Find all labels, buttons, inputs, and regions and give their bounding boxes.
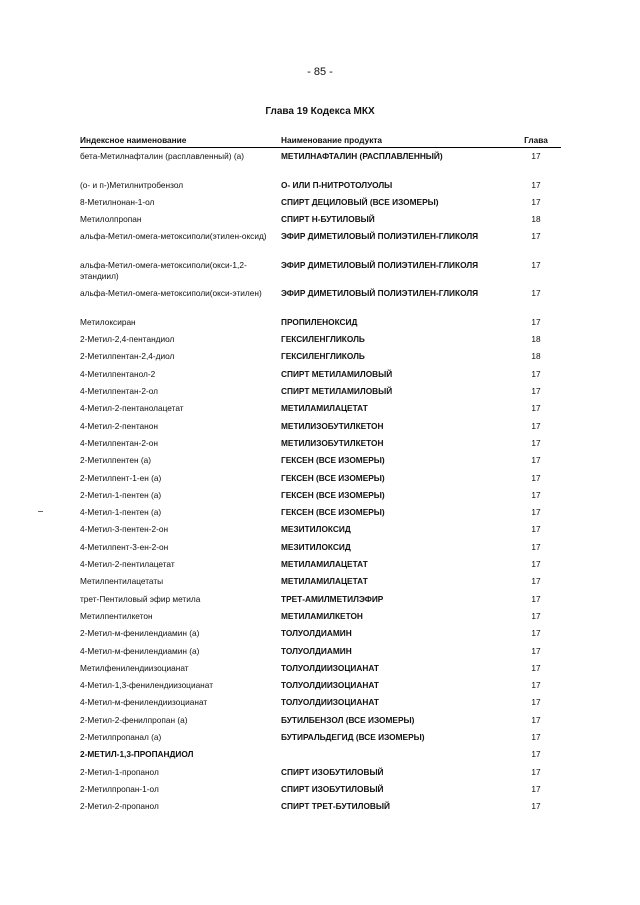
chapter-cell: 17 [531,288,541,299]
table-header [80,134,561,148]
product-cell: МЕТИЛАМИЛАЦЕТАТ [281,403,368,414]
chapter-cell: 17 [531,179,541,190]
table-row [80,591,561,608]
chapter-cell: 17 [531,662,541,673]
chapter-cell: 17 [531,259,541,270]
product-cell: БУТИРАЛЬДЕГИД (ВСЕ ИЗОМЕРЫ) [281,732,425,743]
chapter-cell: 17 [531,628,541,639]
chapter-cell: 17 [531,151,541,161]
index-cell: альфа-Метил-омега-метоксиполи(окси-1,2-этандиил) [80,259,247,281]
table-row [80,660,561,677]
product-cell: МЕТИЛАМИЛКЕТОН [281,610,363,621]
product-cell: СПИРТ Н-БУТИЛОВЫЙ [281,214,375,225]
table-row [80,694,561,711]
chapter-cell: 17 [531,732,541,743]
chapter-cell: 17 [531,420,541,431]
chapter-cell: 17 [531,645,541,656]
index-cell: 4-Метилпентан-2-он [80,437,158,448]
chapter-cell: 17 [531,403,541,414]
index-cell: бета-Метилнафталин (расплавленный) (а) [80,151,244,161]
table-row [80,504,561,521]
index-cell: Метилоксиран [80,316,136,327]
chapter-cell: 17 [531,749,541,760]
index-cell: 2-Метилпропан-1-ол [80,783,159,794]
product-cell: ГЕКСЕН (ВСЕ ИЗОМЕРЫ) [281,507,385,518]
chapter-title: Глава 19 Кодекса МКХ [265,106,375,117]
table-row [80,177,561,194]
chapter-cell: 17 [531,766,541,777]
product-cell: ТРЕТ-АМИЛМЕТИЛЭФИР [281,593,384,604]
index-cell: Метилпентилацетаты [80,576,164,587]
product-cell: МЕТИЛИЗОБУТИЛКЕТОН [281,420,384,431]
chapter-cell: 18 [531,334,541,345]
index-cell: 4-Метилпентанол-2 [80,368,156,379]
product-cell: МЕЗИТИЛОКСИД [281,541,351,552]
margin-mark [38,511,43,512]
index-cell: 2-Метил-2-пропанол [80,801,159,812]
table-row [80,331,561,348]
chapter-cell: 17 [531,196,541,207]
index-cell: 4-Метил-2-пентанолацетат [80,403,184,414]
index-cell: альфа-Метил-омега-метоксиполи(окси-этилен) [80,288,262,299]
table-row [80,400,561,417]
chapter-cell: 17 [531,697,541,708]
product-cell: ЭФИР ДИМЕТИЛОВЫЙ ПОЛИЭТИЛЕН-ГЛИКОЛЯ [281,231,479,242]
table-row [80,556,561,573]
header-product-name: Наименование продукта [281,135,383,145]
table-row [80,539,561,556]
product-cell: БУТИЛБЕНЗОЛ (ВСЕ ИЗОМЕРЫ) [281,714,415,725]
chapter-cell: 17 [531,783,541,794]
chapter-cell: 17 [531,524,541,535]
product-cell: ПРОПИЛЕНОКСИД [281,316,358,327]
table-row [80,314,561,331]
product-cell: СПИРТ ИЗОБУТИЛОВЫЙ [281,783,384,794]
page-number: - 85 - [307,66,333,78]
product-cell: ТОЛУОЛДИИЗОЦИАНАТ [281,697,379,708]
table-row [80,746,561,763]
table-row [80,712,561,729]
index-cell: 2-Метил-2,4-пентандиол [80,334,175,345]
table-row [80,148,561,177]
index-cell: 2-Метил-2-фенилпропан (а) [80,714,188,725]
table-row [80,573,561,590]
index-cell: 4-Метил-м-фенилендиизоцианат [80,697,208,708]
chapter-cell: 17 [531,576,541,587]
table-body [80,148,561,816]
chapter-cell: 17 [531,541,541,552]
index-cell: 2-Метил-м-фенилендиамин (а) [80,628,200,639]
table-row [80,677,561,694]
header-chapter: Глава [524,135,548,145]
index-cell: 4-Метил-1-пентен (а) [80,507,162,518]
table-row [80,348,561,365]
table-row [80,285,561,314]
chapter-cell: 18 [531,351,541,362]
index-cell: 8-Метилнонан-1-ол [80,196,155,207]
table-row [80,487,561,504]
index-cell: 4-Метил-2-пентанон [80,420,158,431]
index-cell: Метилолпропан [80,214,142,225]
table-row [80,608,561,625]
index-cell: 2-МЕТИЛ-1,3-ПРОПАНДИОЛ [80,749,194,760]
index-cell: (о- и п-)Метилнитробензол [80,179,184,190]
table-row [80,521,561,538]
index-cell: 4-Метил-1,3-фенилендиизоцианат [80,680,214,691]
chapter-cell: 17 [531,455,541,466]
product-cell: ТОЛУОЛДИАМИН [281,645,352,656]
table-row [80,211,561,228]
product-cell: СПИРТ ДЕЦИЛОВЫЙ (ВСЕ ИЗОМЕРЫ) [281,196,439,207]
table-row [80,625,561,642]
chapter-cell: 17 [531,368,541,379]
index-cell: 2-Метил-1-пентен (а) [80,489,162,500]
index-cell: трет-Пентиловый эфир метила [80,593,201,604]
chapter-cell: 18 [531,214,541,225]
index-cell: 2-Метилпент-1-ен (а) [80,472,162,483]
table-row [80,452,561,469]
table-row [80,366,561,383]
product-cell: ГЕКСЕН (ВСЕ ИЗОМЕРЫ) [281,455,385,466]
index-cell: 4-Метил-2-пентилацетат [80,559,175,570]
index-cell: 4-Метил-м-фенилендиамин (а) [80,645,200,656]
product-cell: СПИРТ МЕТИЛАМИЛОВЫЙ [281,386,393,397]
index-cell: 2-Метилпропанал (а) [80,732,162,743]
chapter-cell: 17 [531,559,541,570]
table-row [80,729,561,746]
table-row [80,435,561,452]
product-cell: ГЕКСЕН (ВСЕ ИЗОМЕРЫ) [281,489,385,500]
table-row [80,798,561,815]
chapter-cell: 17 [531,437,541,448]
index-cell: 4-Метилпентан-2-ол [80,386,159,397]
header-index-name: Индексное наименование [80,135,187,145]
product-cell: ТОЛУОЛДИИЗОЦИАНАТ [281,680,379,691]
product-cell: ГЕКСЕН (ВСЕ ИЗОМЕРЫ) [281,472,385,483]
index-cell: Метилфенилендиизоцианат [80,662,189,673]
product-cell [281,746,511,749]
product-cell: О- ИЛИ П-НИТРОТОЛУОЛЫ [281,179,393,190]
chapter-cell: 17 [531,507,541,518]
product-cell: ТОЛУОЛДИАМИН [281,628,352,639]
chapter-cell: 17 [531,316,541,327]
product-cell: СПИРТ ИЗОБУТИЛОВЫЙ [281,766,384,777]
substance-table [80,134,561,816]
index-cell: 2-Метил-1-пропанол [80,766,159,777]
product-cell: ЭФИР ДИМЕТИЛОВЫЙ ПОЛИЭТИЛЕН-ГЛИКОЛЯ [281,259,479,270]
table-row [80,228,561,257]
chapter-cell: 17 [531,801,541,812]
index-cell: Метилпентилкетон [80,610,153,621]
index-cell: 2-Метилпентан-2,4-диол [80,351,175,362]
table-row [80,257,561,286]
chapter-cell: 17 [531,472,541,483]
table-row [80,418,561,435]
product-cell: ГЕКСИЛЕНГЛИКОЛЬ [281,351,365,362]
chapter-cell: 17 [531,680,541,691]
chapter-cell: 17 [531,386,541,397]
table-row [80,764,561,781]
index-cell: 2-Метилпентен (а) [80,455,152,466]
product-cell: МЕТИЛИЗОБУТИЛКЕТОН [281,437,384,448]
table-row [80,781,561,798]
product-cell: МЕТИЛАМИЛАЦЕТАТ [281,576,368,587]
table-row [80,643,561,660]
product-cell: СПИРТ ТРЕТ-БУТИЛОВЫЙ [281,801,390,812]
product-cell: ГЕКСИЛЕНГЛИКОЛЬ [281,334,365,345]
table-row [80,470,561,487]
chapter-cell: 17 [531,231,541,242]
product-cell: ТОЛУОЛДИИЗОЦИАНАТ [281,662,379,673]
product-cell: СПИРТ МЕТИЛАМИЛОВЫЙ [281,368,393,379]
product-cell: ЭФИР ДИМЕТИЛОВЫЙ ПОЛИЭТИЛЕН-ГЛИКОЛЯ [281,288,479,299]
product-cell: МЕЗИТИЛОКСИД [281,524,351,535]
chapter-cell: 17 [531,610,541,621]
table-row [80,383,561,400]
table-row [80,194,561,211]
product-cell: МЕТИЛНАФТАЛИН (РАСПЛАВЛЕННЫЙ) [281,151,443,161]
chapter-cell: 17 [531,593,541,604]
index-cell: 4-Метилпент-3-ен-2-он [80,541,169,552]
product-cell: МЕТИЛАМИЛАЦЕТАТ [281,559,368,570]
index-cell: альфа-Метил-омега-метоксиполи(этилен-оксид) [80,231,267,242]
chapter-cell: 17 [531,714,541,725]
chapter-cell: 17 [531,489,541,500]
index-cell: 4-Метил-3-пентен-2-он [80,524,169,535]
